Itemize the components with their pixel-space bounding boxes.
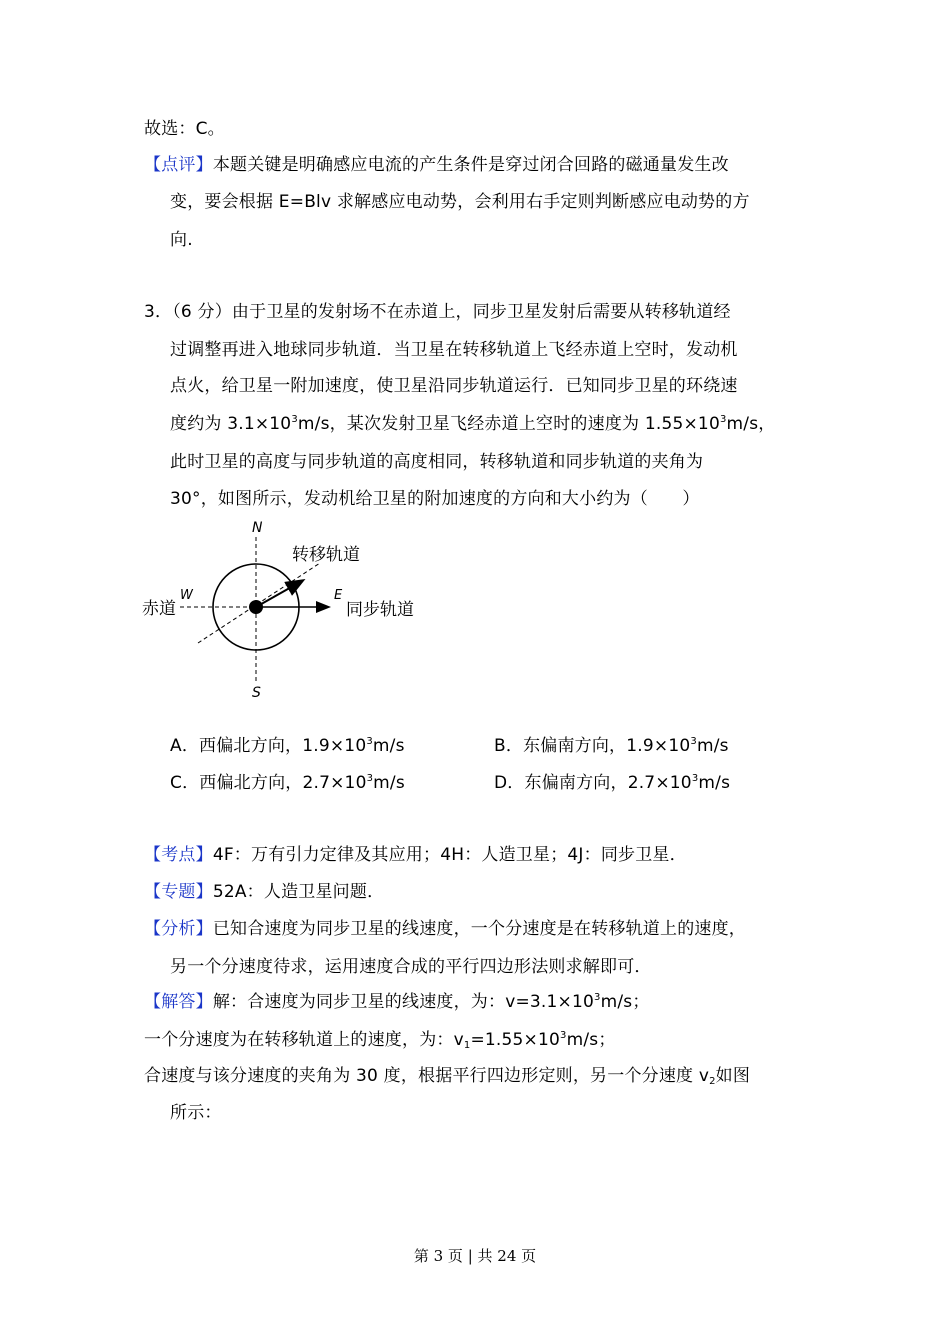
fenxi-line2: 另一个分速度待求，运用速度合成的平行四边形法则求解即可． <box>170 957 652 977</box>
east-label: E <box>334 588 343 603</box>
jieda-tag: 【解答】 <box>144 992 213 1012</box>
answer-choice: 故选：C。 <box>144 119 225 139</box>
option-a: A．西偏北方向，$1.9\times 10^3m/s$ <box>170 736 405 756</box>
transfer-velocity-arrow <box>256 581 302 607</box>
review-line2: 变，要会根据 E=Blv 求解感应电动势，会利用右手定则判断感应电动势的方 <box>170 192 750 212</box>
review-line3: 向. <box>170 230 193 250</box>
zhuanti-line: 【专题】52A：人造卫星问题． <box>144 882 385 902</box>
zhuanti-tag: 【专题】 <box>144 882 213 902</box>
review-text: 本题关键是明确感应电流的产生条件是穿过闭合回路的磁通量发生改 <box>212 155 729 175</box>
jieda-line2: 一个分速度为在转移轨道上的速度，为：$v_1=1.55\times 10^3m/s$； <box>144 1030 616 1051</box>
kaodian-tag: 【考点】 <box>144 845 213 865</box>
option-d: D．东偏南方向，$2.7\times 10^3m/s$ <box>494 773 731 793</box>
question-line4: 度约为 $3.1\times 10^3m/s$，某次发射卫星飞经赤道上空时的速度为 $1.55\times 10^3m/s$， <box>170 414 776 434</box>
sync-orbit-label: 同步轨道 <box>346 600 414 620</box>
review-tag: 【点评】 <box>144 155 213 175</box>
fenxi-tag: 【分析】 <box>144 919 213 939</box>
kaodian-line: 【考点】4F：万有引力定律及其应用；4H：人造卫星；4J：同步卫星． <box>144 845 687 865</box>
review-line1 <box>144 153 729 177</box>
west-label: W <box>180 588 193 603</box>
question-line2: 过调整再进入地球同步轨道．当卫星在转移轨道上飞经赤道上空时，发动机 <box>170 340 738 360</box>
question-line1: 3．（6 分）由于卫星的发射场不在赤道上，同步卫星发射后需要从转移轨道经 <box>144 302 731 322</box>
page-footer: 第 3 页 | 共 24 页 <box>413 1247 537 1265</box>
question-line5: 此时卫星的高度与同步轨道的高度相同，转移轨道和同步轨道的夹角为 <box>170 452 704 472</box>
question-line6: 30°，如图所示，发动机给卫星的附加速度的方向和大小约为（ ） <box>170 489 700 509</box>
fenxi-line1: 【分析】已知合速度为同步卫星的线速度，一个分速度是在转移轨道上的速度， <box>144 919 747 939</box>
south-label: S <box>252 685 261 701</box>
jieda-line4: 所示： <box>170 1103 222 1123</box>
option-c: C．西偏北方向，$2.7\times 10^3m/s$ <box>170 773 405 793</box>
option-b: B．东偏南方向，$1.9\times 10^3m/s$ <box>494 736 729 756</box>
transfer-orbit-label: 转移轨道 <box>292 545 360 565</box>
north-label: N <box>252 520 263 536</box>
jieda-line1: 【解答】解：合速度为同步卫星的线速度，为：$v=3.1\times 10^3m/s$； <box>144 992 650 1012</box>
satellite-dot <box>249 600 263 614</box>
question-line3: 点火，给卫星一附加速度，使卫星沿同步轨道运行．已知同步卫星的环绕速 <box>170 376 738 396</box>
jieda-line3: 合速度与该分速度的夹角为 30 度，根据平行四边形定则，另一个分速度 $v_2$如图 <box>144 1066 751 1087</box>
orbit-diagram <box>140 515 430 705</box>
equator-label: 赤道 <box>142 599 176 619</box>
